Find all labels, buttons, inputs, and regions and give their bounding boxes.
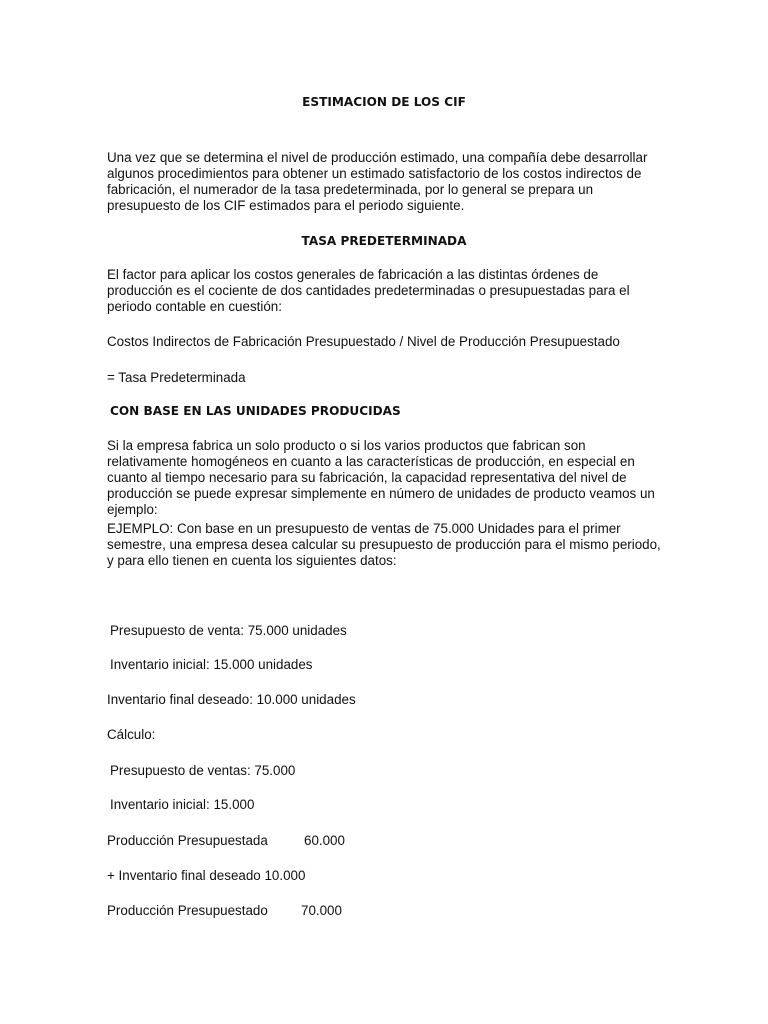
budgeted-production-label: Producción Presupuestada <box>107 833 268 848</box>
plus-final-inventory-line: + Inventario final deseado 10.000 <box>107 868 306 883</box>
final-inventory-data: Inventario final deseado: 10.000 unidades <box>107 692 356 707</box>
tasa-predeterminada-heading: TASA PREDETERMINADA <box>301 234 467 248</box>
formula-line: Costos Indirectos de Fabricación Presupuestado / Nivel de Producción Presupuestado <box>107 334 620 349</box>
example-paragraph: EJEMPLO: Con base en un presupuesto de ventas de 75.000 Unidades para el primer semestre, una empresa desea calcular su presupuesto de producción para el mismo periodo, y para ello tienen en cuenta los siguientes datos: <box>107 521 661 568</box>
unidades-producidas-paragraph: Si la empresa fabrica un solo producto o si los varios productos que fabrican son relativamente homogéneos en cuanto a las características de producción, en especial en cuanto al tiempo necesario para su fabricación, la capacidad representativa del nivel de producción se puede expresar simplemente en número de unidades de producto veamos un ejemplo: <box>107 438 655 517</box>
total-production-label: Producción Presupuestado <box>107 903 268 918</box>
formula-result: = Tasa Predeterminada <box>107 370 246 385</box>
budgeted-production-value: 60.000 <box>304 833 345 848</box>
calculation-initial-inventory: Inventario inicial: 15.000 <box>110 797 255 812</box>
intro-paragraph: Una vez que se determina el nivel de producción estimado, una compañía debe desarrollar algunos procedimientos para obtener un estimado satisfactorio de los costos indirectos de fabricación, el numerador de la tasa predeterminada, por lo general se prepara un presupuesto de los CIF estimados para el periodo siguiente. <box>107 150 648 213</box>
initial-inventory-data: Inventario inicial: 15.000 unidades <box>110 657 313 672</box>
total-production-value: 70.000 <box>301 903 342 918</box>
sales-budget-data: Presupuesto de venta: 75.000 unidades <box>110 623 347 638</box>
calculation-sales-budget: Presupuesto de ventas: 75.000 <box>110 763 296 778</box>
document-title: ESTIMACION DE LOS CIF <box>302 95 466 109</box>
calculation-label: Cálculo: <box>107 727 156 742</box>
unidades-producidas-heading: CON BASE EN LAS UNIDADES PRODUCIDAS <box>110 404 401 418</box>
tasa-predeterminada-paragraph: El factor para aplicar los costos generales de fabricación a las distintas órdenes de producción es el cociente de dos cantidades predeterminadas o presupuestadas para el periodo contable en cuestión: <box>107 267 630 314</box>
